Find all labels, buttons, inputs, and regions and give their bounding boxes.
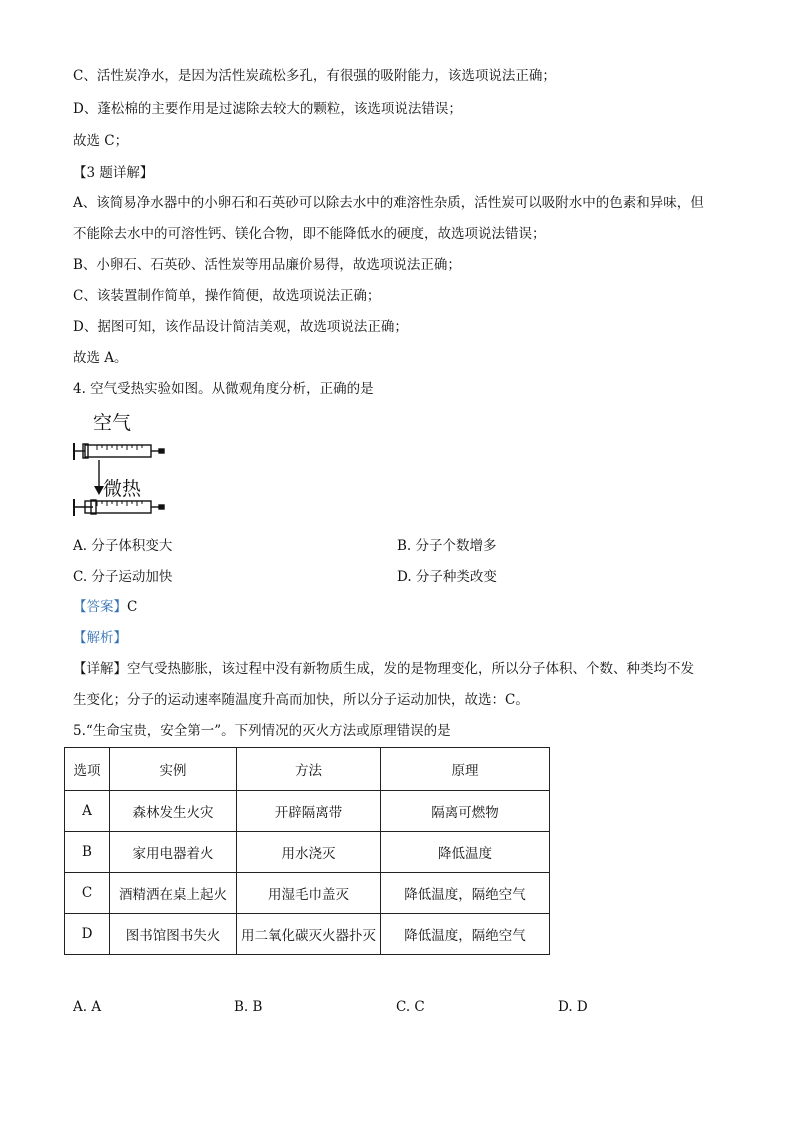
table-cell: 降低温度: [381, 832, 550, 873]
q3-option-a-line1: A、该简易净水器中的小卵石和石英砂可以除去水中的难溶性杂质，活性炭可以吸附水中的色素和异味，但: [73, 195, 704, 211]
table-cell: 用二氧化碳灭火器扑灭: [237, 914, 381, 955]
table-cell: 森林发生火灾: [110, 791, 237, 832]
syringe-top-icon: [74, 443, 164, 460]
q3-option-b-explanation: B、小卵石、石英砂、活性炭等用品廉价易得，故选项说法正确；: [73, 257, 461, 273]
table-cell: A: [65, 791, 110, 832]
q4-detail-line2: 生变化；分子的运动速率随温度升高而加快，所以分子运动加快，故选：C。: [73, 692, 529, 708]
q4-option-d: D. 分子种类改变: [397, 569, 497, 585]
table-cell: 开辟隔离带: [237, 791, 381, 832]
table-cell: 酒精洒在桌上起火: [110, 873, 237, 914]
q2-choice: 故选 C；: [73, 133, 129, 149]
q2-option-c-explanation: C、活性炭净水，是因为活性炭疏松多孔，有很强的吸附能力，该选项说法正确；: [73, 68, 556, 84]
q4-option-b: B. 分子个数增多: [397, 538, 497, 554]
table-header-cell: 实例: [110, 748, 237, 791]
table-header-cell: 选项: [65, 748, 110, 791]
table-header-cell: 方法: [237, 748, 381, 791]
table-cell: 降低温度，隔绝空气: [381, 873, 550, 914]
table-cell: B: [65, 832, 110, 873]
answer-tag: 【答案】: [73, 599, 127, 615]
table-header-cell: 原理: [381, 748, 550, 791]
q4-option-a: A. 分子体积变大: [73, 538, 173, 554]
q4-stem: 4. 空气受热实验如图。从微观角度分析，正确的是: [73, 381, 374, 397]
table-cell: 用湿毛巾盖灭: [237, 873, 381, 914]
q5-option-b: B. B: [234, 999, 263, 1015]
q5-option-a: A. A: [73, 999, 102, 1015]
q4-detail-line1: [73, 660, 694, 678]
fire-extinguishing-table: [64, 747, 550, 955]
q3-option-c-explanation: C、该装置制作简单，操作简便，故选项说法正确；: [73, 288, 381, 304]
table-row: [65, 914, 550, 955]
table-cell: C: [65, 873, 110, 914]
q3-option-a-line2: 不能除去水中的可溶性钙、镁化合物，即不能降低水的硬度，故选项说法错误；: [73, 226, 546, 242]
q3-choice: 故选 A。: [73, 350, 128, 366]
table-cell: 降低温度，隔绝空气: [381, 914, 550, 955]
q3-detail-header: 【3 题详解】: [73, 165, 154, 181]
diagram-label-heat: 微热: [103, 478, 142, 500]
table-header-row: [65, 748, 550, 791]
table-cell: 用水浇灭: [237, 832, 381, 873]
arrow-down-icon: [94, 460, 104, 495]
analysis-tag: 【解析】: [73, 630, 127, 646]
q4-answer-line: [73, 598, 137, 616]
diagram-label-air: 空气: [93, 412, 132, 434]
answer-value: C: [127, 599, 138, 615]
table-cell: 家用电器着火: [110, 832, 237, 873]
q2-option-d-explanation: D、蓬松棉的主要作用是过滤除去较大的颗粒，该选项说法错误；: [73, 101, 462, 117]
table-cell: D: [65, 914, 110, 955]
table-row: [65, 832, 550, 873]
q5-stem: 5.“生命宝贵，安全第一”。下列情况的灭火方法或原理错误的是: [73, 723, 451, 739]
syringe-diagram: [73, 408, 173, 520]
q3-option-d-explanation: D、据图可知，该作品设计简洁美观，故选项说法正确；: [73, 319, 408, 335]
q5-option-d: D. D: [558, 999, 588, 1015]
syringe-bottom-icon: [74, 499, 164, 516]
q5-option-c: C. C: [396, 999, 425, 1015]
q4-option-c: C. 分子运动加快: [73, 569, 173, 585]
table-cell: 隔离可燃物: [381, 791, 550, 832]
detail-text-1: 空气受热膨胀，该过程中没有新物质生成，发的是物理变化，所以分子体积、个数、种类均不发: [127, 661, 694, 677]
detail-tag: 【详解】: [73, 661, 127, 677]
table-cell: 图书馆图书失火: [110, 914, 237, 955]
table-row: [65, 873, 550, 914]
table-row: [65, 791, 550, 832]
syringe-drawing: [73, 408, 173, 520]
